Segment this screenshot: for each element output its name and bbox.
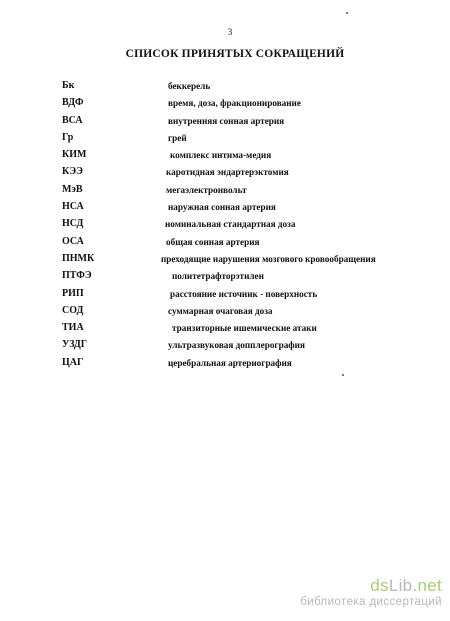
abbreviation-row <box>0 218 450 235</box>
abbreviation-definition: церебральная артериография <box>168 357 292 368</box>
abbreviation-definition: наружная сонная артерия <box>168 202 276 213</box>
watermark-brand <box>300 577 442 595</box>
abbreviation-definition: ультразвуковая допплерография <box>168 340 305 351</box>
scan-speck <box>342 374 344 376</box>
abbreviation-definition: беккерель <box>168 81 211 91</box>
abbreviation-definition: транзиторные ишемические атаки <box>172 323 317 334</box>
abbreviation-row <box>0 270 450 287</box>
abbreviation-row <box>0 288 450 305</box>
abbreviation-term: ВСА <box>62 114 83 126</box>
abbreviation-definition: комплекс интима-медия <box>170 150 272 161</box>
abbreviation-definition: каротидная эндартерэктомия <box>166 167 289 178</box>
abbreviation-term: ОСА <box>62 235 84 247</box>
watermark-tagline: библиотека диссертаций <box>300 596 442 608</box>
abbreviation-term: ПТФЭ <box>62 270 92 282</box>
abbreviation-term: МэВ <box>62 183 83 195</box>
abbreviation-row <box>0 201 450 218</box>
abbreviation-row <box>0 149 450 166</box>
abbreviation-term: ЦАГ <box>62 356 84 368</box>
watermark-brand-part: ds <box>370 576 389 595</box>
abbreviation-term: ПНМК <box>62 252 95 264</box>
abbreviation-definition: расстояние источник - поверхность <box>170 288 318 299</box>
abbreviation-row <box>0 97 450 114</box>
abbreviation-row <box>0 184 450 201</box>
abbreviation-term: ВДФ <box>62 97 84 109</box>
abbreviation-term: Гр <box>62 131 74 143</box>
abbreviation-definition: внутренняя сонная артерия <box>168 115 285 126</box>
abbreviation-row <box>0 253 450 270</box>
abbreviation-row <box>0 339 450 356</box>
page-title: СПИСОК ПРИНЯТЫХ СОКРАЩЕНИЙ <box>125 48 345 60</box>
scan-speck <box>346 12 348 14</box>
watermark-brand-part: .net <box>412 576 442 595</box>
watermark-brand-part: Lib <box>388 576 413 595</box>
abbreviation-term: УЗДГ <box>62 339 88 351</box>
abbreviation-term: КЭЭ <box>62 166 83 178</box>
abbreviation-definition: суммарная очаговая доза <box>168 305 273 316</box>
abbreviation-definition: грей <box>168 132 187 143</box>
abbreviation-term: СОД <box>62 304 84 316</box>
abbreviation-term: КИМ <box>62 149 87 161</box>
abbreviation-definition: общая сонная артерия <box>166 236 260 247</box>
abbreviation-row <box>0 80 450 97</box>
abbreviation-row <box>0 322 450 339</box>
abbreviation-definition: время, доза, фракционирование <box>168 98 301 109</box>
abbreviation-definition: преходящие нарушения мозгового кровообращения <box>161 253 376 264</box>
abbreviation-row <box>0 115 450 132</box>
abbreviation-term: РИП <box>62 287 84 299</box>
abbreviation-term: Бк <box>62 80 75 91</box>
abbreviation-row <box>0 132 450 149</box>
abbreviation-definition: мегаэлектронвольт <box>166 184 247 195</box>
watermark <box>300 577 442 609</box>
page-number: 3 <box>227 27 233 37</box>
abbreviation-row <box>0 305 450 322</box>
abbreviation-row <box>0 357 450 374</box>
abbreviation-row <box>0 236 450 253</box>
abbreviation-definition: номинальная стандартная доза <box>165 219 296 230</box>
abbreviation-term: НСА <box>62 201 84 213</box>
abbreviation-term: НСД <box>62 218 84 230</box>
abbreviation-row <box>0 166 450 183</box>
abbreviation-definition: политетрафторэтилен <box>172 271 264 282</box>
abbreviation-list <box>0 80 450 374</box>
abbreviation-term: ТИА <box>62 322 84 334</box>
